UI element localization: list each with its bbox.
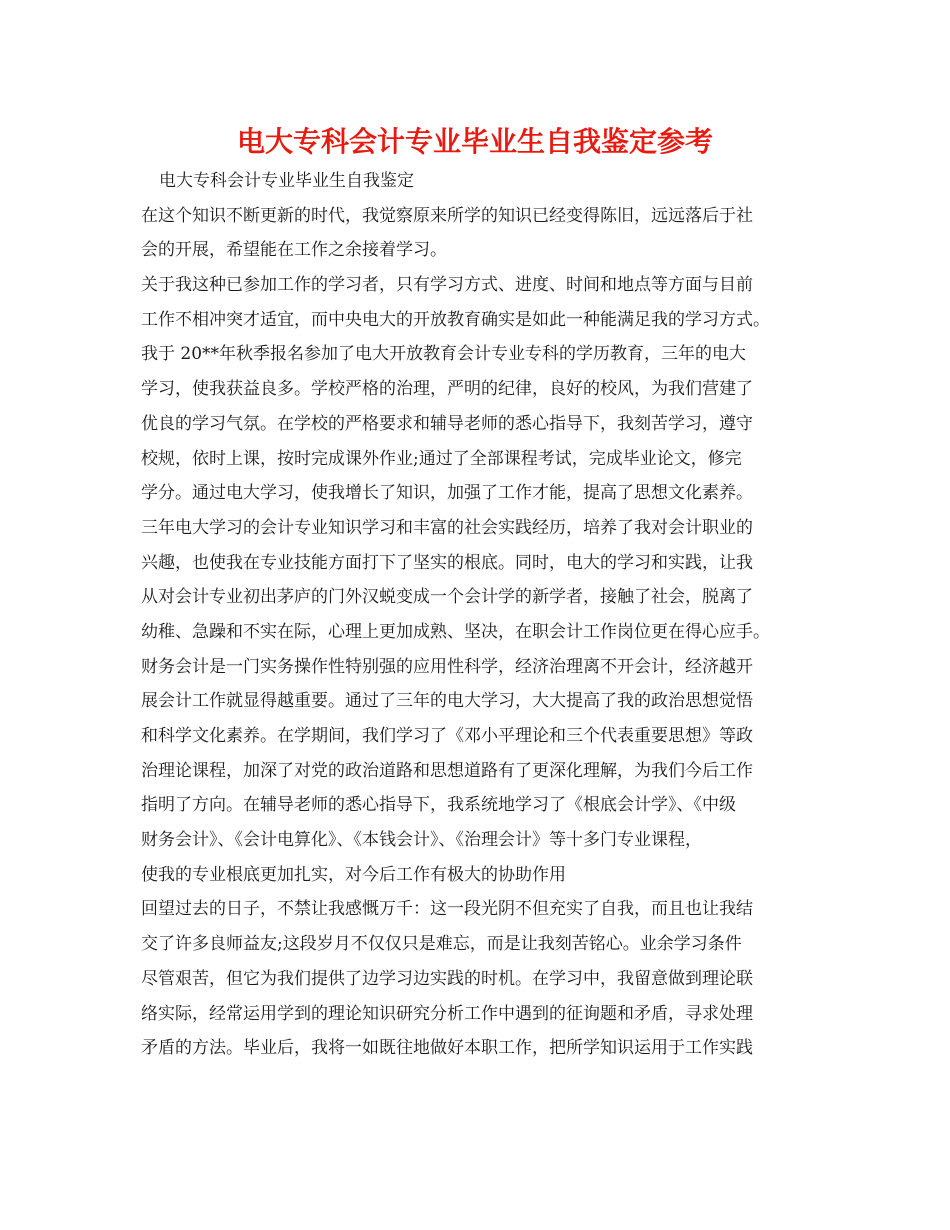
text-line: 学分。通过电大学习，使我增长了知识，加强了工作才能，提高了思想文化素养。 [141, 483, 753, 504]
text-line: 兴趣，也使我在专业技能方面打下了坚实的根底。同时，电大的学习和实践，让我 [141, 552, 753, 573]
text-line: 展会计工作就显得越重要。通过了三年的电大学习，大大提高了我的政治思想觉悟 [141, 691, 753, 712]
text-line: 会的开展，希望能在工作之余接着学习。 [141, 240, 447, 261]
text-line: 优良的学习气氛。在学校的严格要求和辅导老师的悉心指导下，我刻苦学习，遵守 [141, 413, 753, 434]
text-line: 和科学文化素养。在学期间，我们学习了《邓小平理论和三个代表重要思想》等政 [141, 726, 753, 746]
text-line: 我于 20**年秋季报名参加了电大开放教育会计专业专科的学历教育，三年的电大 [141, 344, 747, 365]
text-line: 从对会计专业初出茅庐的门外汉蜕变成一个会计学的新学者，接触了社会，脱离了 [141, 587, 753, 608]
text-line: 校规，依时上课，按时完成课外作业;通过了全部课程考试，完成毕业论文，修完 [141, 448, 742, 469]
text-line: 财务会计》、《会计电算化》、《本钱会计》、《治理会计》等十多门专业课程， [141, 830, 702, 851]
text-line: 治理论课程，加深了对党的政治道路和思想道路有了更深化理解，为我们今后工作 [141, 760, 753, 781]
text-line: 财务会计是一门实务操作性特别强的应用性科学，经济治理离不开会计，经济越开 [141, 656, 753, 677]
text-line: 三年电大学习的会计专业知识学习和丰富的社会实践经历，培养了我对会计职业的 [141, 517, 753, 538]
text-line: 交了许多良师益友;这段岁月不仅仅只是难忘，而是让我刻苦铭心。业余学习条件 [141, 934, 742, 955]
text-line: 学习，使我获益良多。学校严格的治理，严明的纪律，良好的校风，为我们营建了 [141, 379, 753, 400]
text-line: 指明了方向。在辅导老师的悉心指导下，我系统地学习了《根底会计学》、《中级 [141, 795, 736, 816]
text-line: 使我的专业根底更加扎实，对今后工作有极大的协助作用 [141, 864, 566, 885]
text-line: 关于我这种已参加工作的学习者，只有学习方式、进度、时间和地点等方面与目前 [141, 275, 753, 296]
text-line: 尽管艰苦，但它为我们提供了边学习边实践的时机。在学习中，我留意做到理论联 [141, 968, 753, 989]
document-title: 电大专科会计专业毕业生自我鉴定参考 [236, 125, 713, 158]
text-line: 工作不相冲突才适宜，而中央电大的开放教育确实是如此一种能满足我的学习方式。 [141, 309, 770, 330]
text-line: 幼稚、急躁和不实在际，心理上更加成熟、坚决，在职会计工作岗位更在得心应手。 [141, 621, 770, 642]
text-line: 回望过去的日子，不禁让我感慨万千：这一段光阴不但充实了自我，而且也让我结 [141, 899, 753, 920]
text-line: 矛盾的方法。毕业后，我将一如既往地做好本职工作，把所学知识运用于工作实践 [141, 1038, 753, 1059]
document-body [141, 164, 821, 1066]
text-line: 在这个知识不断更新的时代，我觉察原来所学的知识已经变得陈旧，远远落后于社 [141, 205, 753, 226]
text-line: 络实际，经常运用学到的理论知识研究分析工作中遇到的征询题和矛盾，寻求处理 [141, 1003, 753, 1024]
document-subtitle: 电大专科会计专业毕业生自我鉴定 [159, 171, 414, 191]
